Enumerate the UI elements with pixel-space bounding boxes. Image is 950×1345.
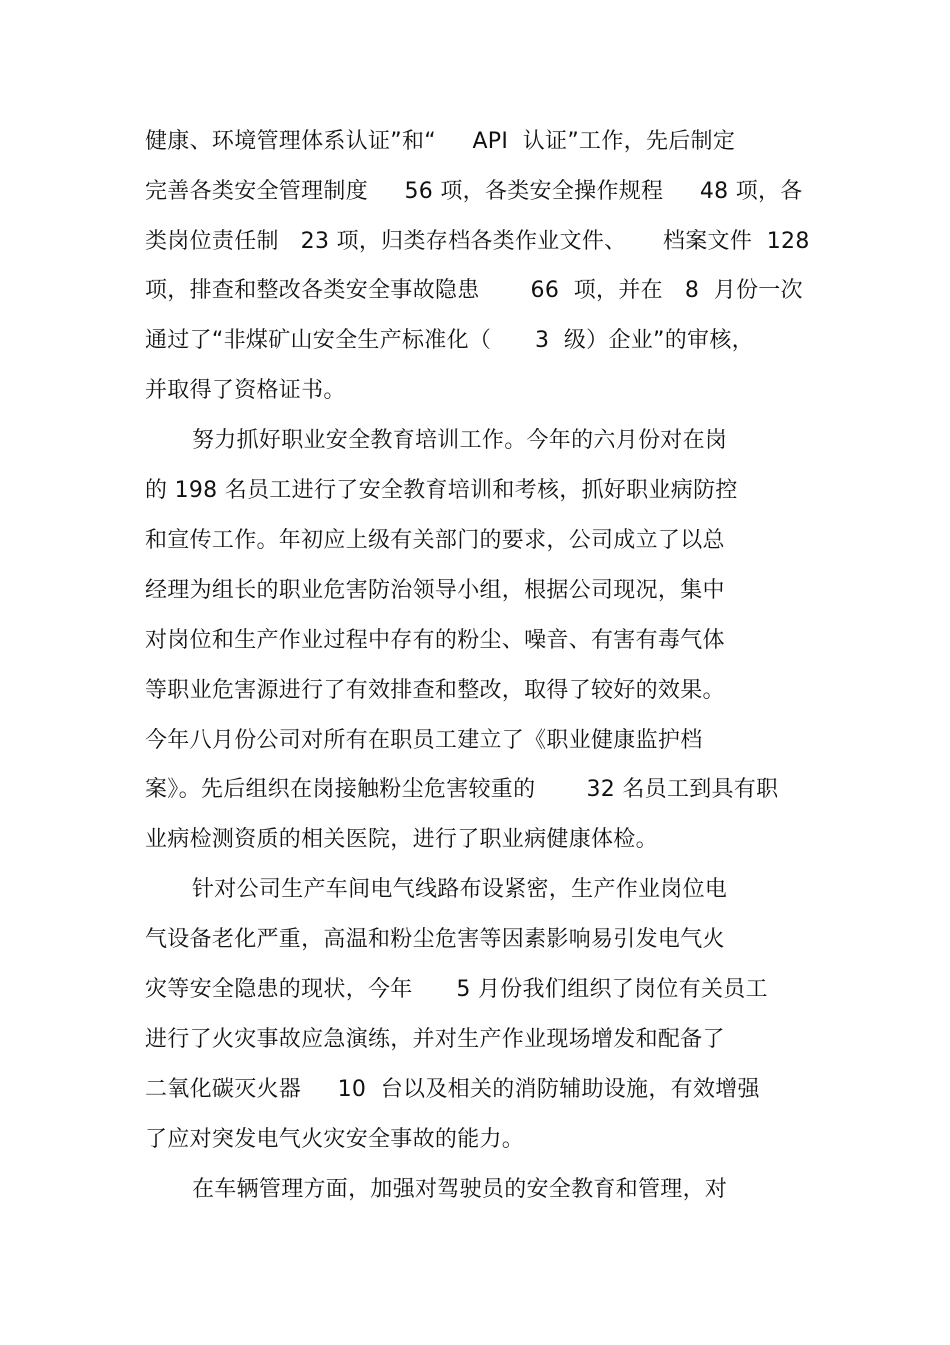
- text-line: 健康、环境管理体系认证”和“ API 认证”工作，先后制定: [145, 129, 736, 154]
- text-line: 气设备老化严重，高温和粉尘危害等因素影响易引发电气火: [145, 927, 725, 952]
- text-line: 类岗位责任制 23 项，归类存档各类作业文件、 档案文件 128: [145, 229, 810, 254]
- text-line: 的 198 名员工进行了安全教育培训和考核，抓好职业病防控: [145, 478, 738, 503]
- text-line: 案》。先后组织在岗接触粉尘危害较重的 32 名员工到具有职: [145, 777, 779, 802]
- text-line: 完善各类安全管理制度 56 项，各类安全操作规程 48 项，各: [145, 179, 803, 204]
- text-line: 业病检测资质的相关医院，进行了职业病健康体检。: [145, 827, 658, 852]
- text-line: 进行了火灾事故应急演练，并对生产作业现场增发和配备了: [145, 1027, 725, 1052]
- text-line: 二氧化碳灭火器 10 台以及相关的消防辅助设施，有效增强: [145, 1077, 760, 1102]
- text-line: 等职业危害源进行了有效排查和整改，取得了较好的效果。: [145, 678, 725, 703]
- text-line: 了应对突发电气火灾安全事故的能力。: [145, 1127, 525, 1152]
- text-line: 项，排查和整改各类安全事故隐患 66 项，并在 8 月份一次: [145, 278, 803, 303]
- paragraph-first-line: 针对公司生产车间电气线路布设紧密，生产作业岗位电: [192, 877, 728, 902]
- text-line: 和宣传工作。年初应上级有关部门的要求，公司成立了以总: [145, 528, 725, 553]
- text-line: 并取得了资格证书。: [145, 378, 346, 403]
- paragraph-first-line: 努力抓好职业安全教育培训工作。今年的六月份对在岗: [192, 428, 728, 453]
- text-line: 通过了“非煤矿山安全生产标准化（ 3 级）企业”的审核，: [145, 328, 754, 353]
- text-line: 今年八月份公司对所有在职员工建立了《职业健康监护档: [145, 728, 703, 753]
- paragraph-first-line: 在车辆管理方面，加强对驾驶员的安全教育和管理，对: [192, 1177, 728, 1202]
- text-line: 经理为组长的职业危害防治领导小组，根据公司现况，集中: [145, 578, 725, 603]
- text-line: 灾等安全隐患的现状，今年 5 月份我们组织了岗位有关员工: [145, 977, 768, 1002]
- text-line: 对岗位和生产作业过程中存有的粉尘、噪音、有害有毒气体: [145, 628, 725, 653]
